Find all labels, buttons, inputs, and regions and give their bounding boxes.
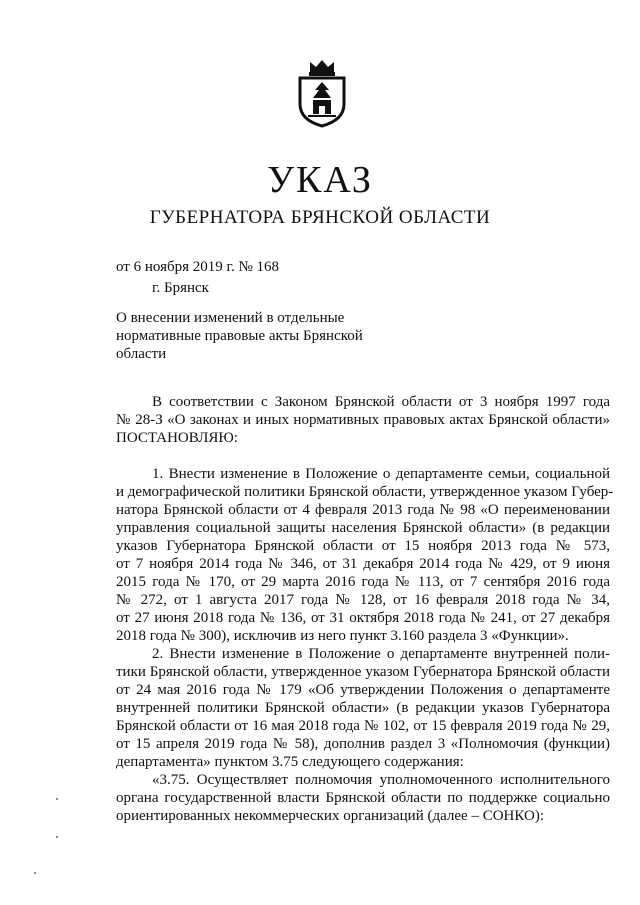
text-line: 2. Внести изменение в Положение о департаменте внутренней поли- [152, 646, 610, 662]
text-line: тики Брянской области, утвержденное указом Губернатора Брянской области [116, 664, 610, 680]
text-line: № 28-З «О законах и иных нормативных правовых актах Брянской области» [116, 412, 610, 428]
text-line: от 24 мая 2016 года № 179 «Об утверждении Положения о департаменте [116, 682, 610, 698]
text-line: Брянской области от 16 мая 2018 года № 102, от 15 февраля 2019 года № 29, [116, 718, 610, 734]
document-date-number: от 6 ноября 2019 г. № 168 [116, 259, 280, 275]
subject-line: О внесении изменений в отдельные [116, 310, 345, 326]
subject-line: нормативные правовые акты Брянской [116, 328, 363, 344]
text-line: 1. Внести изменение в Положение о департаменте семьи, социальной [152, 466, 610, 482]
text-line: управления социальной защиты населения Брянской области» (в редакции [116, 520, 610, 536]
document-body [116, 393, 614, 825]
text-line: 2018 года № 300), исключив из него пункт 3.160 раздела 3 «Функции». [116, 628, 569, 644]
text-line: № 272, от 1 августа 2017 года № 128, от 16 февраля 2018 года № 34, [116, 592, 610, 608]
item-1-paragraph [116, 465, 614, 645]
scan-speck [56, 798, 58, 800]
text-line: от 7 ноября 2014 года № 346, от 31 декабря 2014 года № 429, от 9 июня [116, 556, 610, 572]
text-line: от 27 июня 2018 года № 136, от 31 октября 2018 года № 241, от 27 декабря [116, 610, 610, 626]
item-3-75-paragraph [116, 771, 610, 825]
text-line: 2015 года № 170, от 29 марта 2016 года № 113, от 7 сентября 2016 года [116, 574, 610, 590]
text-line: департамента» пунктом 3.75 следующего содержания: [116, 754, 464, 770]
document-title: УКАЗ [267, 159, 373, 201]
text-line: указов Губернатора Брянской области от 15 ноября 2013 года № 573, [116, 538, 610, 554]
scan-speck [34, 872, 36, 874]
preamble-paragraph [116, 393, 610, 447]
text-line: и демографической политики Брянской области, утвержденное указом Губер- [116, 484, 614, 500]
text-line: органа государственной власти Брянской области по поддержке социально [116, 790, 610, 806]
subject-line: области [116, 346, 167, 362]
text-line: ПОСТАНОВЛЯЮ: [116, 430, 238, 446]
text-line: от 15 апреля 2019 года № 58), дополнив раздел 3 «Полномочия (функции) [116, 736, 610, 752]
text-line: «3.75. Осуществляет полномочия уполномоченного исполнительного [152, 772, 610, 788]
text-line: натора Брянской области от 4 февраля 2013 года № 98 «О переименовании [116, 502, 610, 518]
text-line: В соответствии с Законом Брянской области от 3 ноября 1997 года [152, 394, 610, 410]
document-city: г. Брянск [152, 280, 209, 296]
text-line: ориентированных некоммерческих организаций (далее – СОНКО): [116, 808, 545, 824]
item-2-paragraph [116, 645, 610, 771]
text-line: внутренней политики Брянской области» (в редакции указов Губернатора [116, 700, 610, 716]
document-subject [116, 309, 416, 363]
coat-of-arms-emblem [296, 58, 348, 128]
scan-speck [56, 836, 58, 838]
document-subtitle: ГУБЕРНАТОРА БРЯНСКОЙ ОБЛАСТИ [149, 207, 491, 228]
